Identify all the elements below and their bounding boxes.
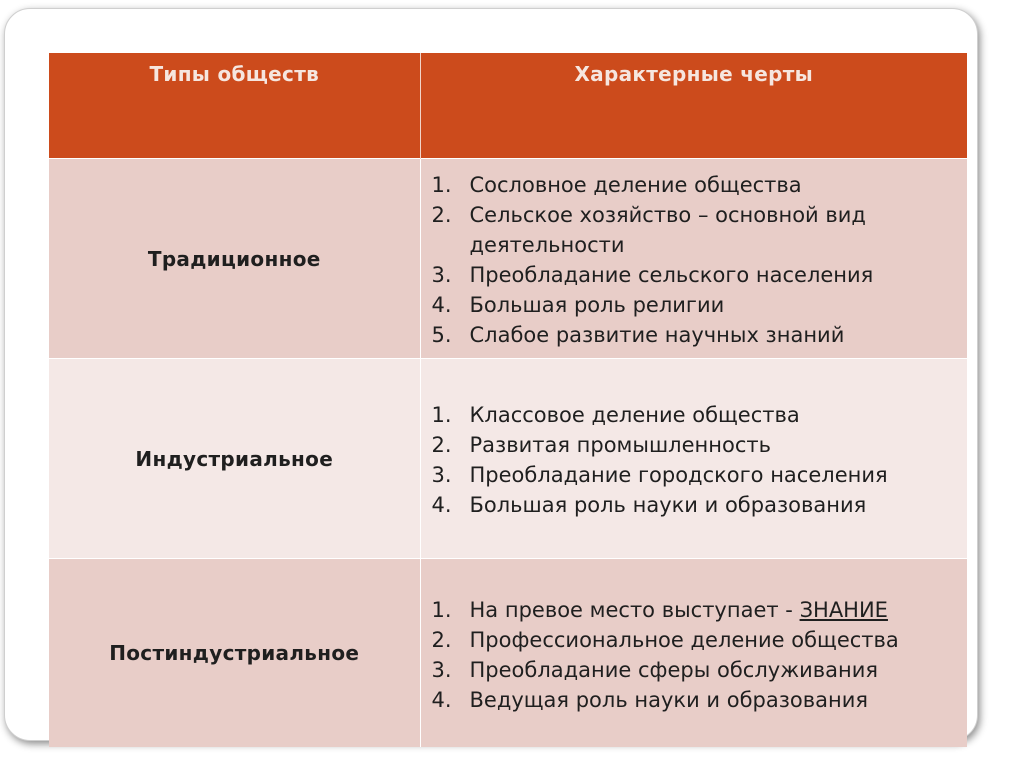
list-item [432,200,959,260]
list-item [432,430,959,460]
list-text: Ведущая роль науки и образования [469,687,869,712]
list-text: Профессиональное деление общества [469,627,899,652]
list-number: 1. [431,173,452,197]
list-text: Преобладание сельского населения [469,263,874,287]
list-number: 3. [431,263,452,287]
header-characteristic-features: Характерные черты [420,53,967,159]
list-text: Слабое развитие научных знаний [469,323,845,347]
list-text: Развитая промышленность [469,433,771,457]
list-text: Большая роль религии [469,293,725,317]
list-item [432,625,959,655]
society-type-industrial: Индустриальное [49,359,420,559]
list-number: 3. [431,657,452,682]
society-type-postindustrial: Постиндустриальное [49,559,420,748]
emphasis-word: ЗНАНИЕ [799,597,888,622]
list-number: 4. [431,687,452,712]
features-cell [420,559,967,748]
list-item [432,460,959,490]
list-number: 3. [431,463,452,487]
society-types-table [49,53,967,747]
list-item [432,170,959,200]
features-cell [420,159,967,359]
list-text: Преобладание городского населения [469,463,888,487]
list-item [432,595,959,625]
list-item [432,655,959,685]
list-number: 1. [431,403,452,427]
list-text: На превое место выступает - [469,597,793,622]
features-list [422,170,967,350]
table-row [49,559,967,748]
table-header-row [49,53,967,159]
header-society-types: Типы обществ [49,53,420,159]
table-row [49,359,967,559]
list-item [432,320,959,350]
list-item [432,490,959,520]
slide-frame [4,8,978,741]
list-item [432,290,959,320]
list-number: 2. [431,433,452,457]
list-number: 1. [431,597,452,622]
society-type-traditional: Традиционное [49,159,420,359]
list-number: 4. [431,493,452,517]
list-text: Большая роль науки и образования [469,493,867,517]
features-list [422,400,967,520]
list-number: 2. [431,203,452,227]
list-text: Сословное деление общества [469,173,802,197]
list-item [432,260,959,290]
list-text: Преобладание сферы обслуживания [469,657,879,682]
list-number: 4. [431,293,452,317]
features-cell [420,359,967,559]
list-number: 2. [431,627,452,652]
list-text: Сельское хозяйство – основной вид деятельности [469,203,866,257]
table-row [49,159,967,359]
list-text-with-emphasis [470,595,959,625]
list-item [432,400,959,430]
list-number: 5. [431,323,452,347]
list-item [432,685,959,715]
list-text: Классовое деление общества [469,403,800,427]
features-list [422,595,967,715]
